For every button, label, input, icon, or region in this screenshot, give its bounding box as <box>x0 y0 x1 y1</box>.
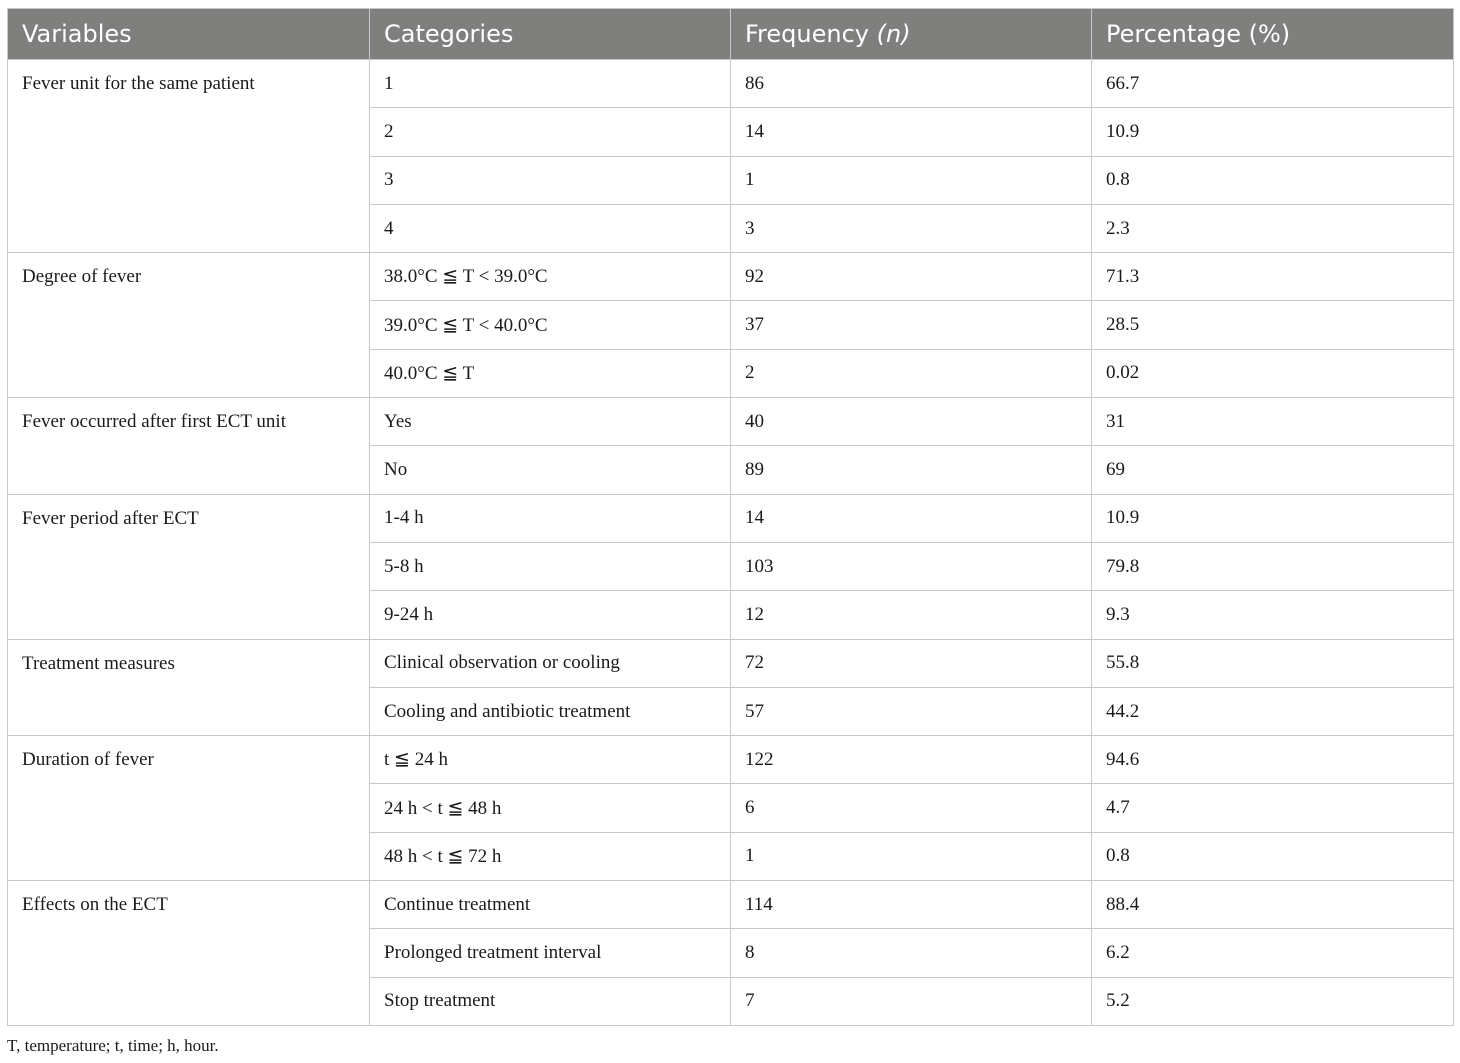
percentage-cell: 10.9 <box>1092 494 1454 542</box>
percentage-cell: 0.8 <box>1092 832 1454 880</box>
frequency-cell: 86 <box>731 60 1092 108</box>
category-cell: 39.0°C ≦ T < 40.0°C <box>370 301 731 349</box>
table-footnote: T, temperature; t, time; h, hour. <box>7 1036 219 1055</box>
variable-cell: Treatment measures <box>8 639 370 736</box>
category-cell: t ≦ 24 h <box>370 736 731 784</box>
frequency-cell: 103 <box>731 542 1092 590</box>
category-cell: 48 h < t ≦ 72 h <box>370 832 731 880</box>
frequency-cell: 92 <box>731 253 1092 301</box>
percentage-cell: 31 <box>1092 398 1454 446</box>
header-variables: Variables <box>8 9 370 60</box>
table-header <box>8 9 1454 60</box>
header-frequency-n: (n) <box>876 20 911 48</box>
frequency-cell: 12 <box>731 591 1092 639</box>
category-cell: Prolonged treatment interval <box>370 929 731 977</box>
percentage-cell: 9.3 <box>1092 591 1454 639</box>
frequency-cell: 14 <box>731 494 1092 542</box>
variable-cell: Fever unit for the same patient <box>8 60 370 253</box>
percentage-cell: 44.2 <box>1092 687 1454 735</box>
variable-cell: Effects on the ECT <box>8 881 370 1026</box>
frequency-cell: 89 <box>731 446 1092 494</box>
table-row <box>8 60 1454 108</box>
header-percentage: Percentage (%) <box>1092 9 1454 60</box>
frequency-cell: 2 <box>731 349 1092 397</box>
frequency-cell: 114 <box>731 881 1092 929</box>
frequency-cell: 6 <box>731 784 1092 832</box>
header-frequency-label: Frequency <box>745 20 877 48</box>
category-cell: 1-4 h <box>370 494 731 542</box>
frequency-cell: 57 <box>731 687 1092 735</box>
table-row <box>8 881 1454 929</box>
percentage-cell: 88.4 <box>1092 881 1454 929</box>
percentage-cell: 71.3 <box>1092 253 1454 301</box>
percentage-cell: 0.02 <box>1092 349 1454 397</box>
frequency-cell: 3 <box>731 204 1092 252</box>
frequency-cell: 37 <box>731 301 1092 349</box>
table-row <box>8 639 1454 687</box>
frequency-cell: 8 <box>731 929 1092 977</box>
category-cell: 4 <box>370 204 731 252</box>
category-cell: 24 h < t ≦ 48 h <box>370 784 731 832</box>
category-cell: No <box>370 446 731 494</box>
category-cell: 5-8 h <box>370 542 731 590</box>
percentage-cell: 10.9 <box>1092 108 1454 156</box>
percentage-cell: 6.2 <box>1092 929 1454 977</box>
frequency-cell: 1 <box>731 832 1092 880</box>
percentage-cell: 28.5 <box>1092 301 1454 349</box>
category-cell: 40.0°C ≦ T <box>370 349 731 397</box>
percentage-cell: 69 <box>1092 446 1454 494</box>
percentage-cell: 94.6 <box>1092 736 1454 784</box>
data-table-container <box>7 8 1453 1026</box>
percentage-cell: 0.8 <box>1092 156 1454 204</box>
category-cell: Cooling and antibiotic treatment <box>370 687 731 735</box>
percentage-cell: 5.2 <box>1092 977 1454 1025</box>
table-row <box>8 736 1454 784</box>
fever-characteristics-table <box>7 8 1454 1026</box>
percentage-cell: 55.8 <box>1092 639 1454 687</box>
category-cell: Continue treatment <box>370 881 731 929</box>
frequency-cell: 14 <box>731 108 1092 156</box>
percentage-cell: 79.8 <box>1092 542 1454 590</box>
variable-cell: Fever occurred after first ECT unit <box>8 398 370 495</box>
header-frequency <box>731 9 1092 60</box>
table-row <box>8 494 1454 542</box>
table-body <box>8 60 1454 1026</box>
category-cell: 3 <box>370 156 731 204</box>
percentage-cell: 4.7 <box>1092 784 1454 832</box>
percentage-cell: 2.3 <box>1092 204 1454 252</box>
category-cell: Yes <box>370 398 731 446</box>
table-row <box>8 398 1454 446</box>
variable-cell: Duration of fever <box>8 736 370 881</box>
frequency-cell: 122 <box>731 736 1092 784</box>
category-cell: 1 <box>370 60 731 108</box>
percentage-cell: 66.7 <box>1092 60 1454 108</box>
category-cell: Stop treatment <box>370 977 731 1025</box>
frequency-cell: 1 <box>731 156 1092 204</box>
frequency-cell: 72 <box>731 639 1092 687</box>
variable-cell: Degree of fever <box>8 253 370 398</box>
frequency-cell: 40 <box>731 398 1092 446</box>
variable-cell: Fever period after ECT <box>8 494 370 639</box>
table-row <box>8 253 1454 301</box>
frequency-cell: 7 <box>731 977 1092 1025</box>
category-cell: 2 <box>370 108 731 156</box>
category-cell: 38.0°C ≦ T < 39.0°C <box>370 253 731 301</box>
header-row <box>8 9 1454 60</box>
category-cell: 9-24 h <box>370 591 731 639</box>
category-cell: Clinical observation or cooling <box>370 639 731 687</box>
header-categories: Categories <box>370 9 731 60</box>
